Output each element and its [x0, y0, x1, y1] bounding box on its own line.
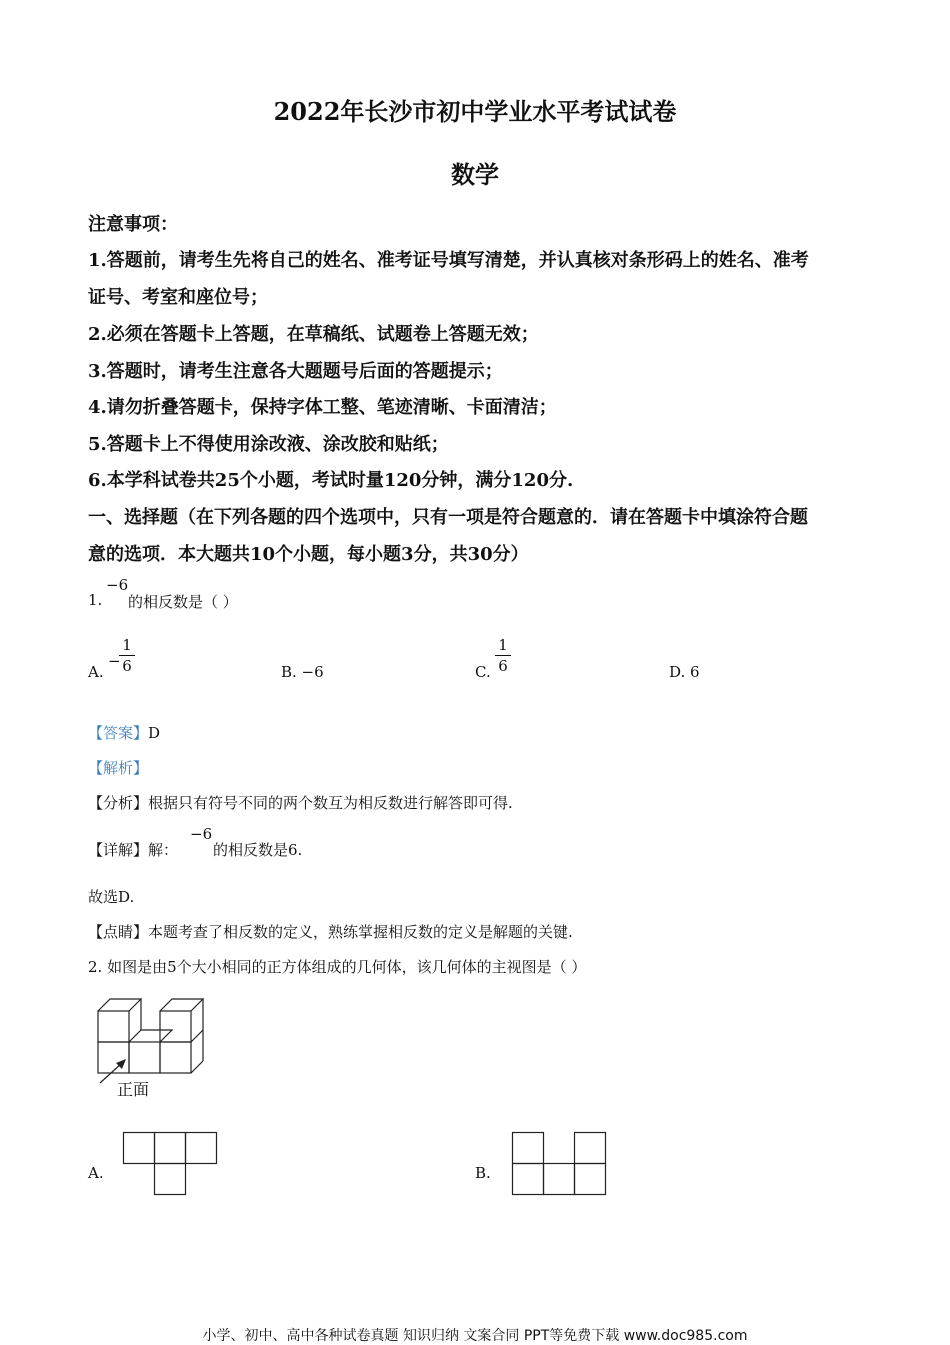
- q1-option-a-sign: −: [108, 652, 121, 670]
- notice-item-2: 2.必须在答题卡上答题，在草稿纸、试题卷上答题无效；: [88, 324, 539, 345]
- notice-item-5: 5.答题卡上不得使用涂改液、涂改胶和贴纸；: [88, 434, 449, 455]
- detail-prefix: 【详解】解：: [88, 841, 179, 859]
- q2-option-b-figure: [512, 1132, 608, 1198]
- comment-line: 【点睛】本题考查了相反数的定义，熟练掌握相反数的定义是解题的关键.: [88, 923, 573, 941]
- q1-option-c-denominator: 6: [498, 657, 508, 675]
- q2-stem: 2. 如图是由5个大小相同的正方体组成的几何体，该几何体的主视图是（ ）: [88, 958, 587, 976]
- detail-value: −6: [190, 825, 213, 843]
- analysis-tag: 【解析】: [88, 759, 149, 777]
- notice-item-3: 3.答题时，请考生注意各大题题号后面的答题提示；: [88, 361, 503, 382]
- notice-heading: 注意事项：: [88, 214, 178, 235]
- q1-option-c-numerator: 1: [498, 636, 508, 654]
- q1-option-d: D. 6: [669, 663, 700, 681]
- q2-option-a-figure: [123, 1132, 219, 1198]
- notice-item-4: 4.请勿折叠答题卡，保持字体工整、笔迹清晰、卡面清洁；: [88, 397, 557, 418]
- notice-item-6: 6.本学科试卷共25个小题，考试时量120分钟，满分120分.: [88, 470, 574, 491]
- q1-option-a-fraction: [119, 636, 135, 675]
- choose-line: 故选D.: [88, 888, 135, 906]
- front-label: 正面: [117, 1080, 150, 1099]
- q1-option-c-fraction: [495, 636, 511, 675]
- q1-option-a-label: A.: [88, 663, 104, 681]
- q1-option-c-label: C.: [475, 663, 491, 681]
- answer-tag: 【答案】: [88, 724, 149, 742]
- q2-option-b-label: B.: [475, 1164, 491, 1182]
- notice-item-1-cont: 证号、考室和座位号；: [88, 287, 268, 308]
- q1-option-a-numerator: 1: [122, 636, 132, 654]
- answer-line: [88, 722, 160, 743]
- footer-text: 小学、初中、高中各种试卷真题 知识归纳 文案合同 PPT等免费下载 www.doc985.com: [202, 1328, 748, 1344]
- q1-option-a-denominator: 6: [122, 657, 132, 675]
- q2-option-a-label: A.: [88, 1164, 104, 1182]
- q1-number: 1.: [88, 591, 103, 609]
- q1-value: −6: [106, 576, 129, 594]
- notice-item-1: 1.答题前，请考生先将自己的姓名、准考证号填写清楚，并认真核对条形码上的姓名、准考: [88, 250, 809, 271]
- detail-suffix: 的相反数是6.: [213, 841, 303, 859]
- answer-value: D: [148, 724, 161, 742]
- section-heading: 一、选择题（在下列各题的四个选项中，只有一项是符合题意的．请在答题卡中填涂符合题: [88, 507, 808, 528]
- q1-option-b: B. −6: [281, 663, 324, 681]
- analysis-text: 【分析】根据只有符号不同的两个数互为相反数进行解答即可得.: [88, 794, 513, 812]
- q1-stem: 的相反数是（ ）: [128, 593, 238, 611]
- subject-title: 数学: [451, 160, 499, 189]
- page-title: 2022年长沙市初中学业水平考试试卷: [273, 97, 677, 126]
- cube-figure: [90, 995, 220, 1090]
- section-heading-cont: 意的选项．本大题共10个小题，每小题3分，共30分）: [88, 544, 529, 565]
